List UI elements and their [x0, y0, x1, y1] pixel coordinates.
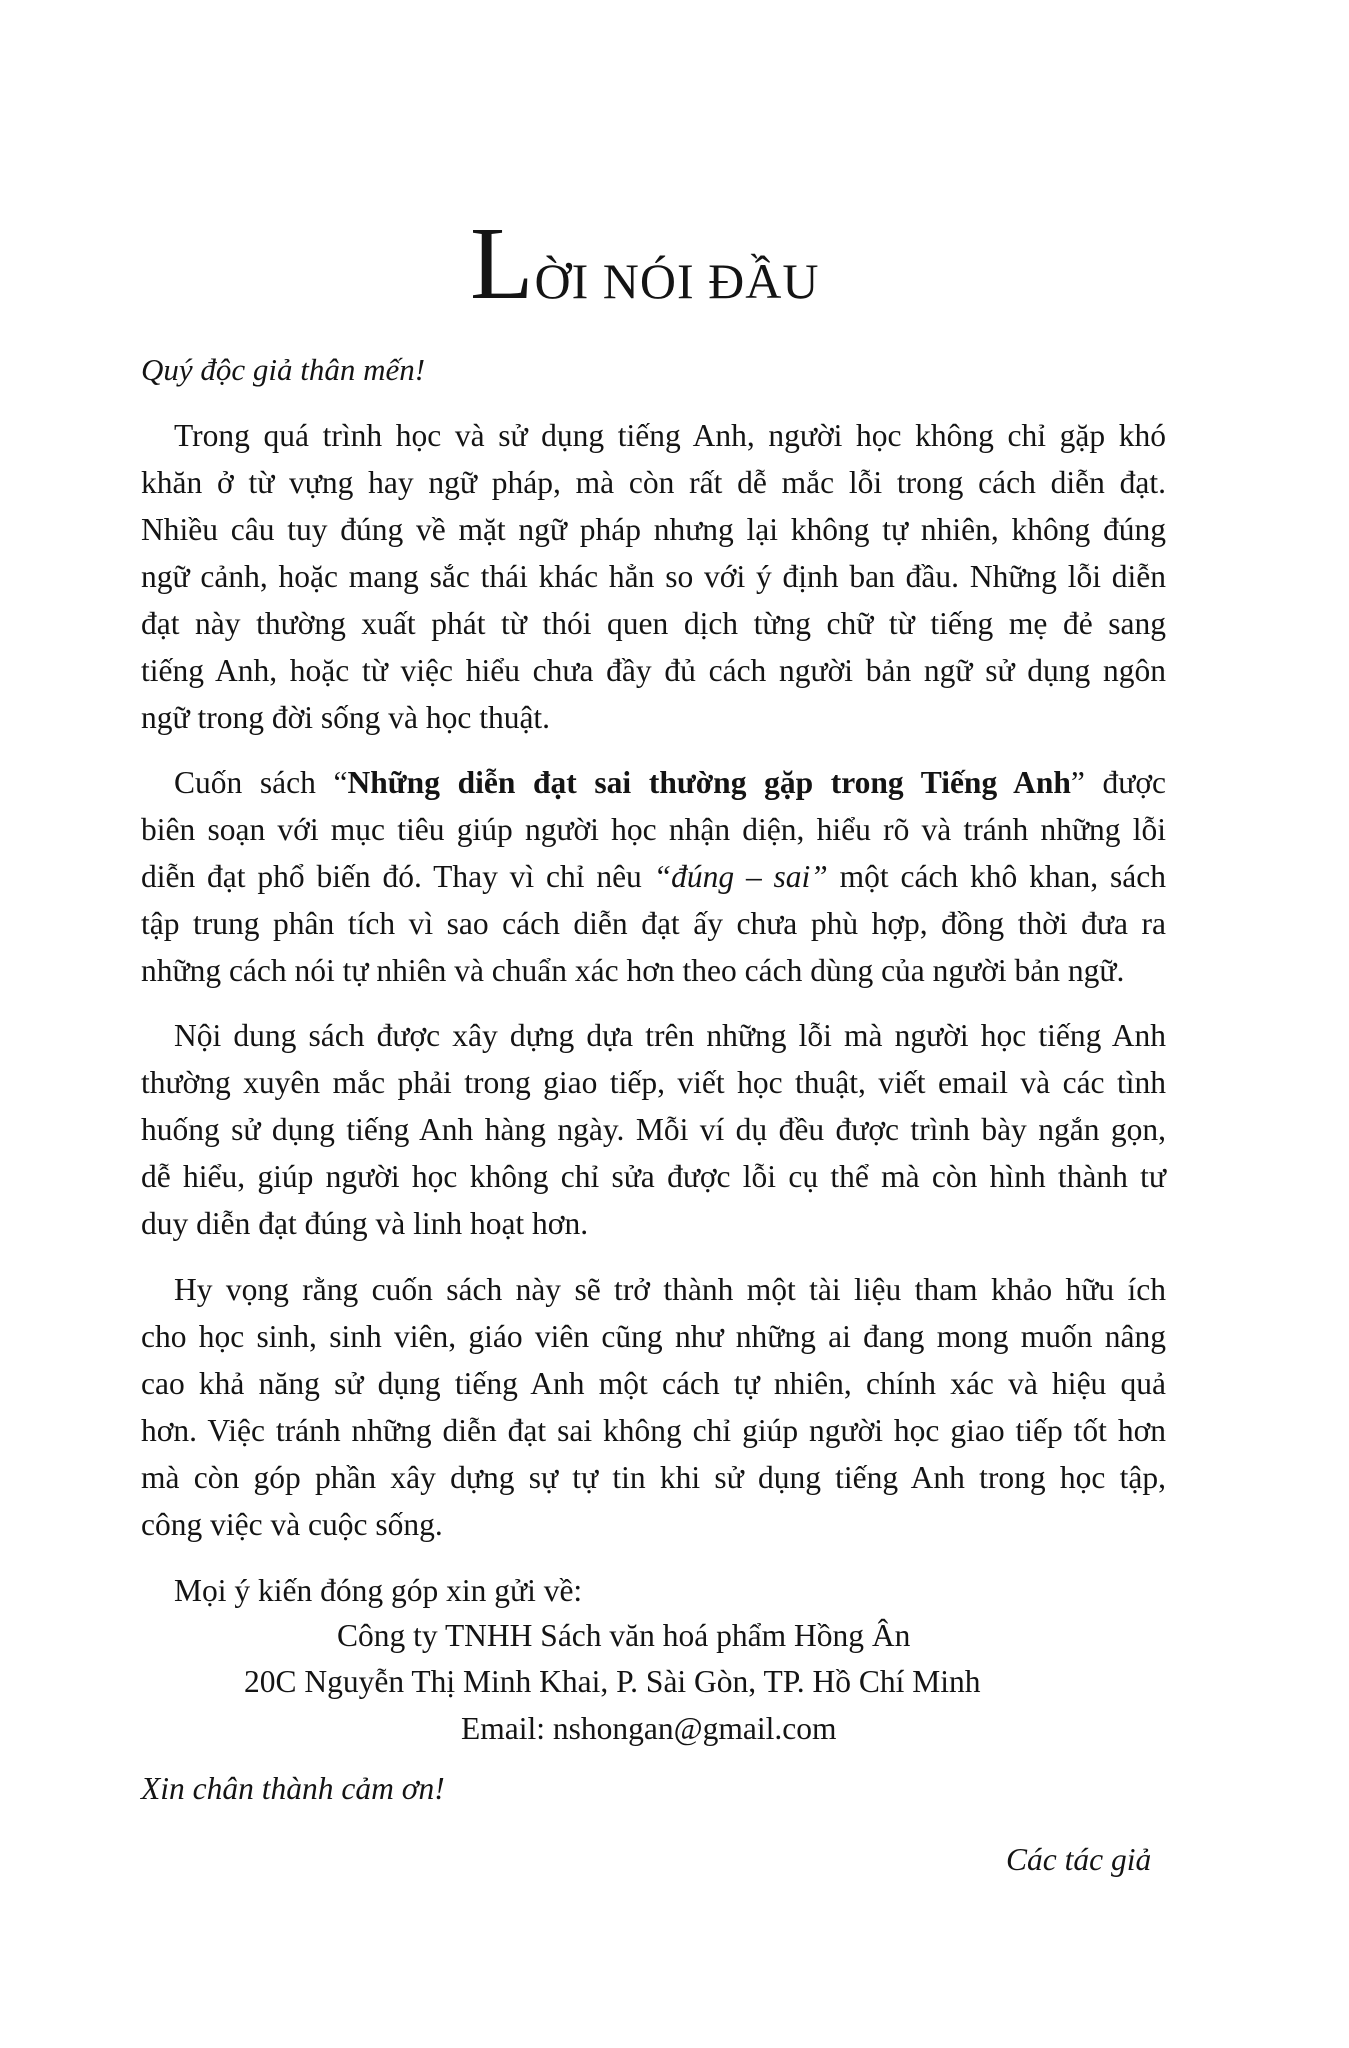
text-line: ngữ trong đời sống và học thuật.: [141, 700, 551, 735]
text-line: cho học sinh, sinh viên, giáo viên cũng như những ai đang mong muốn nâng: [141, 1319, 1166, 1354]
paragraph-hope: [141, 1266, 1166, 1548]
contact-email: Email: nshongan@gmail.com: [461, 1711, 837, 1746]
text-line: biên soạn với mục tiêu giúp người học nhận diện, hiểu rõ và tránh những lỗi: [141, 812, 1166, 847]
text-segment: ” được: [1070, 765, 1166, 800]
contact-company: Công ty TNHH Sách văn hoá phẩm Hồng Ân: [337, 1618, 911, 1653]
text-line: Hy vọng rằng cuốn sách này sẽ trở thành một tài liệu tham khảo hữu ích: [174, 1272, 1166, 1307]
emphasis-text: “đúng – sai”: [653, 859, 828, 894]
text-line: thường xuyên mắc phải trong giao tiếp, viết học thuật, viết email và các tình: [141, 1065, 1166, 1100]
text-line: Trong quá trình học và sử dụng tiếng Anh, người học không chỉ gặp khó: [174, 418, 1166, 453]
page-title: [470, 206, 820, 321]
contact-address: 20C Nguyễn Thị Minh Khai, P. Sài Gòn, TP. Hồ Chí Minh: [244, 1664, 981, 1699]
text-line: khăn ở từ vựng hay ngữ pháp, mà còn rất dễ mắc lỗi trong cách diễn đạt.: [141, 465, 1166, 500]
text-line: mà còn góp phần xây dựng sự tự tin khi sử dụng tiếng Anh trong học tập,: [141, 1460, 1166, 1495]
paragraph-book-purpose: [141, 759, 1166, 994]
text-line: duy diễn đạt đúng và linh hoạt hơn.: [141, 1206, 589, 1241]
text-line: những cách nói tự nhiên và chuẩn xác hơn theo cách dùng của người bản ngữ.: [141, 953, 1125, 988]
text-line: huống sử dụng tiếng Anh hàng ngày. Mỗi ví dụ đều được trình bày ngắn gọn,: [141, 1112, 1166, 1147]
paragraph-intro: [141, 412, 1166, 741]
closing-thanks: Xin chân thành cảm ơn!: [141, 1771, 445, 1806]
text-segment: diễn đạt phổ biến đó. Thay vì chỉ nêu: [141, 859, 654, 894]
text-line: [141, 853, 1166, 900]
text-line: Nhiều câu tuy đúng về mặt ngữ pháp nhưng lại không tự nhiên, không đúng: [141, 512, 1166, 547]
text-line: dễ hiểu, giúp người học không chỉ sửa được lỗi cụ thể mà còn hình thành tư: [141, 1159, 1166, 1194]
text-line: tiếng Anh, hoặc từ việc hiểu chưa đầy đủ cách người bản ngữ sử dụng ngôn: [141, 653, 1166, 688]
text-line: Nội dung sách được xây dựng dựa trên những lỗi mà người học tiếng Anh: [174, 1018, 1166, 1053]
book-title: Những diễn đạt sai thường gặp trong Tiếng Anh: [347, 765, 1071, 800]
text-line: cao khả năng sử dụng tiếng Anh một cách tự nhiên, chính xác và hiệu quả: [141, 1366, 1166, 1401]
text-line: đạt này thường xuất phát từ thói quen dịch từng chữ từ tiếng mẹ đẻ sang: [141, 606, 1166, 641]
text-line: công việc và cuộc sống.: [141, 1507, 443, 1542]
text-line: hơn. Việc tránh những diễn đạt sai không chỉ giúp người học giao tiếp tốt hơn: [141, 1413, 1166, 1448]
text-line: [141, 759, 1166, 806]
title-rest: ỜI NÓI ĐẦU: [534, 253, 820, 309]
text-line: ngữ cảnh, hoặc mang sắc thái khác hẳn so với ý định ban đầu. Những lỗi diễn: [141, 559, 1166, 594]
text-line: tập trung phân tích vì sao cách diễn đạt ấy chưa phù hợp, đồng thời đưa ra: [141, 906, 1166, 941]
text-segment: một cách khô khan, sách: [827, 859, 1166, 894]
paragraph-content: [141, 1012, 1166, 1247]
contact-intro: Mọi ý kiến đóng góp xin gửi về:: [174, 1573, 583, 1608]
greeting: Quý độc giả thân mến!: [141, 352, 426, 387]
signature: Các tác giả: [1006, 1842, 1152, 1877]
text-segment: Cuốn sách “: [174, 765, 348, 800]
title-initial: L: [470, 206, 535, 321]
